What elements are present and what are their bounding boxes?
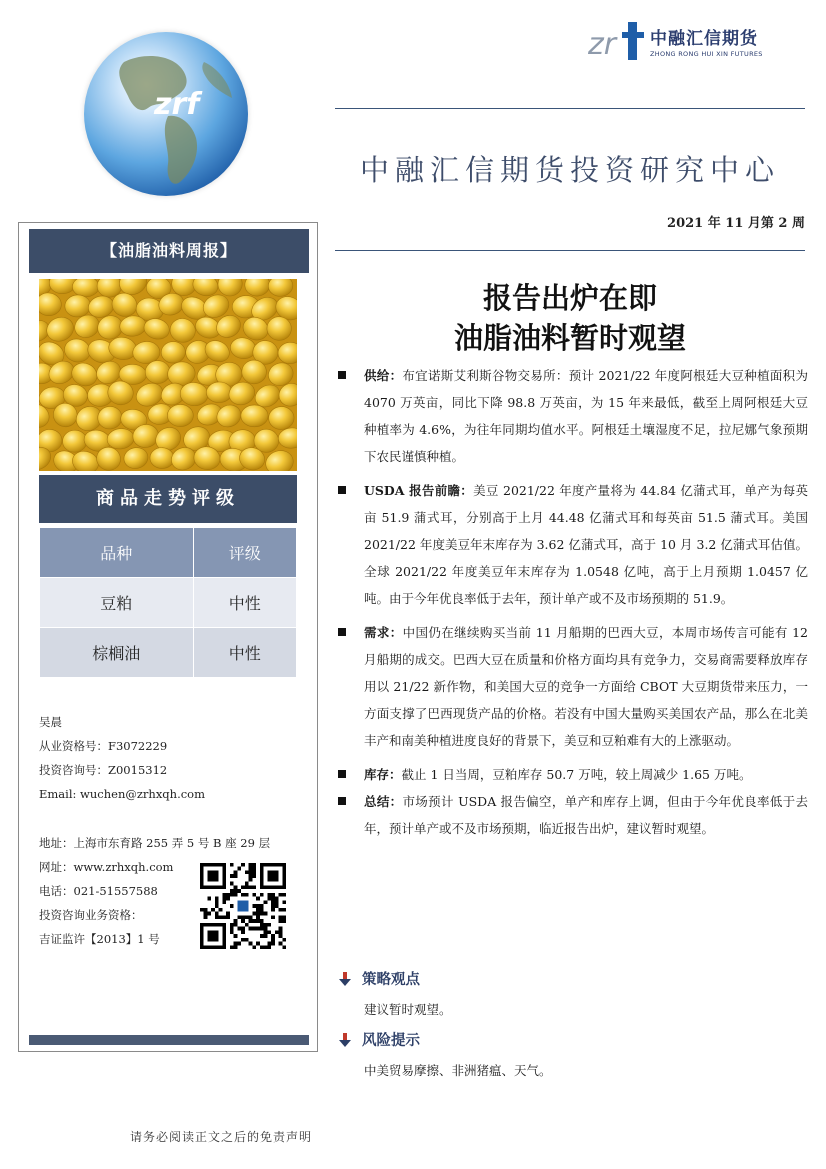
analyst-contact	[39, 710, 205, 806]
table-row	[40, 578, 297, 628]
bullet-square-icon	[338, 486, 346, 494]
company-phone: 电话：021-51557588	[39, 884, 158, 898]
bullet-supply	[338, 362, 808, 470]
analysis-bullets	[338, 362, 808, 842]
header-rule-top	[335, 108, 805, 109]
table-header-row	[40, 528, 297, 578]
arrow-marker-icon	[338, 972, 352, 986]
bullet-text: 美豆 2021/22 年度产量将为 44.84 亿蒲式耳，单产为每英亩 51.9 蒲式耳，分别高于上月 44.48 亿蒲式耳和每英亩 51.5 蒲式耳。美国 2021/22 年度美豆年末库存为 3.62 亿蒲式耳，高于 10 月 3.2 亿蒲式耳估值。全球 2021/22 年度美豆年末库存为 1.0548 亿吨，高于上月预期 1.0457 亿吨。由于今年优良率低于去年，预计单产或不及市场预期的 51.9。	[364, 483, 809, 606]
bullet-label: USDA 报告前瞻：	[364, 483, 474, 498]
table-row	[40, 628, 297, 678]
svg-text:zr: zr	[588, 27, 617, 62]
header-cell-rating: 评级	[193, 528, 296, 578]
disclaimer-note[interactable]: 请务必阅读正文之后的免责声明	[130, 1130, 313, 1144]
bullet-label: 供给：	[364, 368, 403, 383]
company-address: 地址：上海市东育路 255 弄 5 号 B 座 29 层	[39, 836, 271, 850]
bullet-text: 截止 1 日当周，豆粕库存 50.7 万吨，较上周减少 1.65 万吨。	[401, 767, 752, 782]
bullet-text: 布宜诺斯艾利斯谷物交易所：预计 2021/22 年度阿根廷大豆种植面积为 4070 万英亩，同比下降 98.8 万英亩，为 15 年来最低，截至上周阿根廷大豆种植率为 4.6%，为往年同期均值水平。阿根廷土壤湿度不足，拉尼娜气象预期下农民谨慎种植。	[364, 368, 808, 464]
bullet-square-icon	[338, 797, 346, 805]
header-cell-variety: 品种	[40, 528, 194, 578]
bullet-inventory	[338, 761, 808, 788]
company-website[interactable]: 网址：www.zrhxqh.com	[39, 860, 174, 874]
license-number: 吉证监许【2013】1 号	[39, 932, 160, 946]
bullet-label: 需求：	[364, 625, 403, 640]
qualification-number: 从业资格号：F3072229	[39, 739, 168, 753]
cell-variety: 棕榈油	[40, 628, 194, 678]
bullet-text: 中国仍在继续购买当前 11 月船期的巴西大豆，本周市场传言可能有 12 月船期的成交。巴西大豆在质量和价格方面均具有竞争力，交易商需要释放库存用以 21/22 新作物，和美国大豆的竞争一方面给 CBOT 大豆期货带来压力，一方面支撑了巴西现货产品的价格。若没有中国大量购买美国农产品，那么在北美丰产和南美种植进度良好的背景下，美豆和豆粕难有大的上涨驱动。	[364, 625, 808, 748]
header-rule-bottom	[335, 250, 805, 251]
soybeans-illustration	[39, 279, 297, 471]
bullet-summary	[338, 788, 808, 842]
cell-rating: 中性	[193, 628, 296, 678]
bullet-square-icon	[338, 628, 346, 636]
analyst-email[interactable]: Email: wuchen@zrhxqh.com	[39, 787, 205, 801]
analyst-name: 吴晨	[39, 715, 62, 729]
bullet-usda	[338, 477, 808, 612]
risk-title: 风险提示	[362, 1032, 420, 1049]
report-date: 2021 年 11 月第 2 周	[667, 216, 805, 231]
globe-logo	[84, 32, 248, 196]
risk-text: 中美贸易摩擦、非洲猪瘟、天气。	[364, 1063, 552, 1078]
business-qualification: 投资咨询业务资格：	[39, 908, 143, 922]
consult-number: 投资咨询号：Z0015312	[39, 763, 168, 777]
sidebar-bottom-bar	[29, 1035, 309, 1045]
cell-variety: 豆粕	[40, 578, 194, 628]
globe-icon	[84, 32, 248, 196]
report-type-title: 【油脂油料周报】	[29, 229, 309, 273]
bullet-text: 市场预计 USDA 报告偏空，单产和库存上调，但由于今年优良率低于去年，预计单产或不及市场预期，临近报告出炉，建议暂时观望。	[364, 794, 808, 836]
sidebar-panel	[18, 222, 318, 1052]
cell-rating: 中性	[193, 578, 296, 628]
logo-subtitle: ZHONG RONG HUI XIN FUTURES	[650, 50, 763, 58]
research-center-title: 中融汇信期货投资研究中心	[359, 153, 780, 187]
zrf-logo-icon	[588, 20, 648, 64]
bullet-square-icon	[338, 770, 346, 778]
bullet-demand	[338, 619, 808, 754]
headline-line-2: 油脂油料暂时观望	[453, 321, 686, 355]
bullet-square-icon	[338, 371, 346, 379]
soybean-image	[39, 279, 297, 471]
rating-table	[39, 527, 297, 678]
strategy-title: 策略观点	[362, 971, 420, 988]
bullet-label: 总结：	[364, 794, 403, 809]
rating-section-title: 商品走势评级	[39, 475, 297, 523]
report-headline	[335, 278, 805, 358]
headline-line-1: 报告出炉在即	[482, 281, 657, 315]
logo-name: 中融汇信期货	[650, 29, 758, 49]
qr-code-icon[interactable]	[197, 863, 289, 949]
bullet-label: 库存：	[364, 767, 402, 782]
strategy-text: 建议暂时观望。	[364, 1002, 452, 1017]
arrow-marker-icon	[338, 1033, 352, 1047]
globe-letters: zrf	[154, 87, 200, 122]
